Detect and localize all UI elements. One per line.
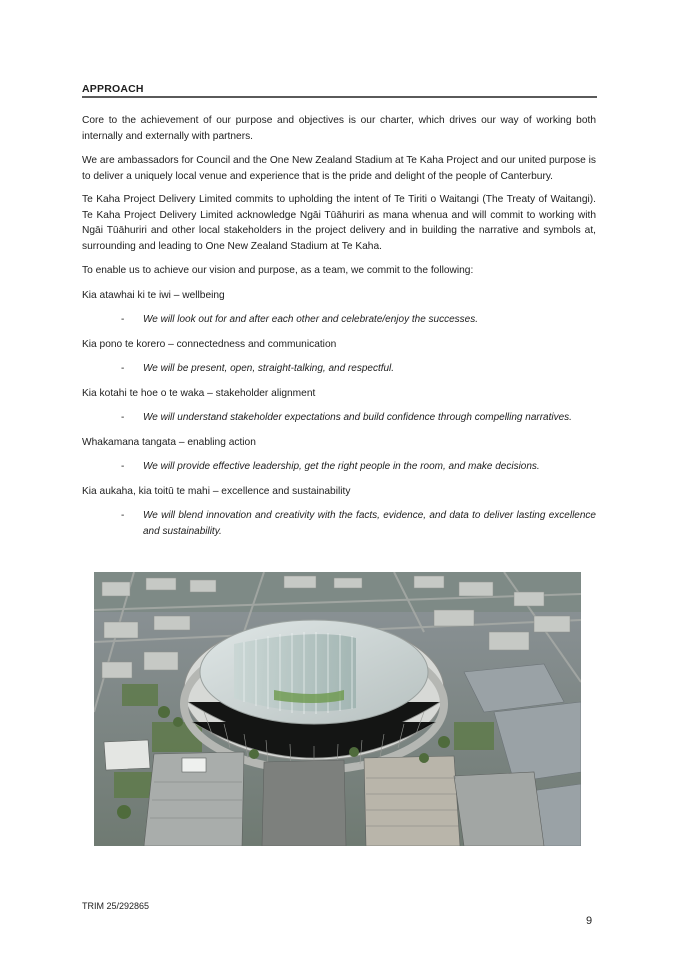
paragraph-charter: Core to the achievement of our purpose and objectives is our charter, which drives our way of working both internally and externally with partners. xyxy=(82,115,596,142)
commitment-text: We will blend innovation and creativity with the facts, evidence, and data to deliver lasting excellence and sustainability. xyxy=(143,510,596,537)
bullet-dash: - xyxy=(121,363,125,374)
commitment-text: We will be present, open, straight-talking, and respectful. xyxy=(143,363,395,374)
commitment-title-action: Whakamana tangata – enabling action xyxy=(82,437,256,448)
bullet-dash: - xyxy=(121,412,125,423)
paragraph-commit-intro: To enable us to achieve our vision and purpose, as a team, we commit to the following: xyxy=(82,265,474,276)
bullet-dash: - xyxy=(121,461,125,472)
commitment-title-communication: Kia pono te korero – connectedness and communication xyxy=(82,339,337,350)
commitment-text: We will understand stakeholder expectations and build confidence through compelling narratives. xyxy=(143,412,572,423)
paragraph-ambassadors: We are ambassadors for Council and the One New Zealand Stadium at Te Kaha Project and our united purpose is to deliver a uniquely local venue and experience that is the pride and delight of the people of Canterbury. xyxy=(82,155,596,182)
bullet-dash: - xyxy=(121,510,125,521)
commitment-title-excellence: Kia aukaha, kia toitū te mahi – excellence and sustainability xyxy=(82,486,351,497)
commitment-bullet-wellbeing xyxy=(121,312,596,328)
trim-reference: TRIM 25/292865 xyxy=(82,901,150,911)
commitment-bullet-communication xyxy=(121,361,596,377)
heading-rule xyxy=(82,96,597,98)
commitment-text: We will look out for and after each other and celebrate/enjoy the successes. xyxy=(143,314,479,325)
commitment-text: We will provide effective leadership, get the right people in the room, and make decisions. xyxy=(143,461,540,472)
paragraph-treaty: Te Kaha Project Delivery Limited commits to upholding the intent of Te Tiriti o Waitangi (The Treaty of Waitangi). Te Kaha Project Delivery Limited acknowledge Ngāi Tūāhuriri as mana whenua and will commit to working with Ngāi Tūāhuriri and other local stakeholders in the project delivery and in building the narrative and symbols at, surrounding and leading to One New Zealand Stadium at Te Kaha. xyxy=(82,194,596,252)
section-heading: APPROACH xyxy=(82,83,144,95)
commitment-bullet-excellence xyxy=(121,508,596,539)
commitment-bullet-action xyxy=(121,459,596,475)
bullet-dash: - xyxy=(121,314,125,325)
commitment-title-stakeholder: Kia kotahi te hoe o te waka – stakeholder alignment xyxy=(82,388,316,399)
page-number: 9 xyxy=(586,915,593,927)
commitment-bullet-stakeholder xyxy=(121,410,596,426)
commitment-title-wellbeing: Kia atawhai ki te iwi – wellbeing xyxy=(82,290,225,301)
stadium-aerial-image xyxy=(94,572,581,846)
